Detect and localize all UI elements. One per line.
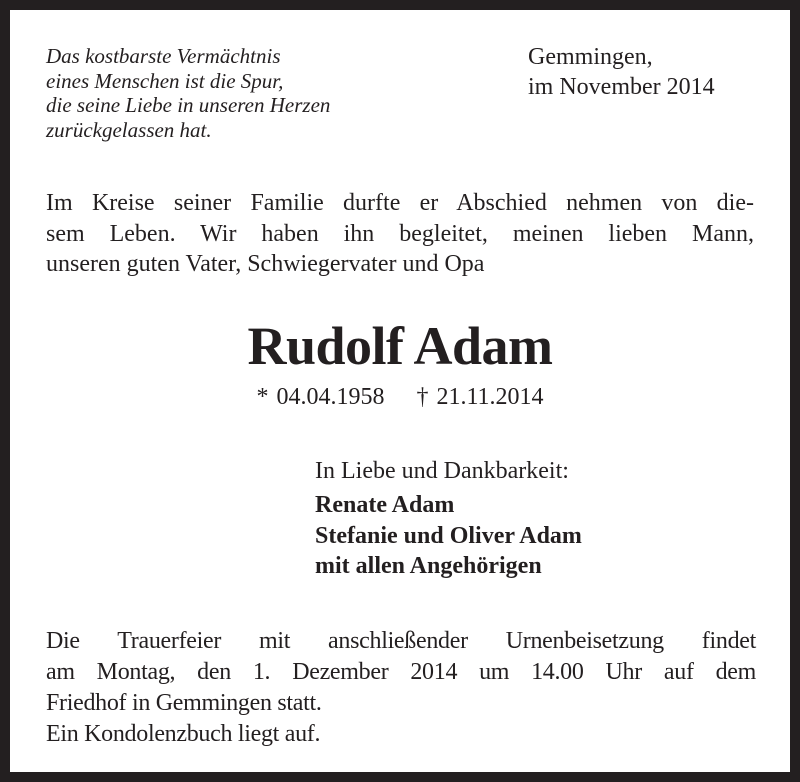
service-line: am Montag, den 1. Dezember 2014 um 14.00 Uhr auf dem bbox=[46, 659, 756, 685]
place-and-date bbox=[528, 42, 715, 102]
intro-line: Im Kreise seiner Familie durfte er Abschied nehmen von die- bbox=[46, 190, 754, 216]
family-member: Renate Adam bbox=[315, 492, 455, 518]
quote-line: die seine Liebe in unseren Herzen bbox=[46, 93, 331, 117]
deceased-name: Rudolf Adam bbox=[247, 316, 553, 376]
quote-line: eines Menschen ist die Spur, bbox=[46, 68, 284, 93]
family-names bbox=[315, 490, 582, 582]
intro-paragraph bbox=[46, 188, 754, 280]
thanks-line: In Liebe und Dankbarkeit: bbox=[315, 458, 569, 484]
date: im November 2014 bbox=[528, 74, 715, 100]
intro-line: sem Leben. Wir haben ihn begleitet, meinen lieben Mann, bbox=[46, 220, 754, 247]
quote-line: zurückgelassen hat. bbox=[46, 117, 212, 142]
service-line: Die Trauerfeier mit anschließender Urnenbeisetzung findet bbox=[46, 628, 756, 654]
memorial-quote bbox=[46, 44, 330, 142]
intro-line: unseren guten Vater, Schwiegervater und Opa bbox=[46, 251, 485, 277]
quote-line: Das kostbarste Vermächtnis bbox=[46, 44, 281, 68]
service-line: Ein Kondolenzbuch liegt auf. bbox=[46, 721, 321, 747]
service-details bbox=[46, 626, 756, 750]
place: Gemmingen, bbox=[528, 44, 653, 70]
obituary-card bbox=[10, 10, 790, 772]
life-dates bbox=[10, 382, 790, 412]
death-date: † 21.11.2014 bbox=[416, 384, 544, 410]
service-line: Friedhof in Gemmingen statt. bbox=[46, 690, 322, 716]
family-member: mit allen Angehörigen bbox=[315, 553, 542, 579]
birth-date: * 04.04.1958 bbox=[256, 384, 385, 410]
family-member: Stefanie und Oliver Adam bbox=[315, 522, 582, 549]
